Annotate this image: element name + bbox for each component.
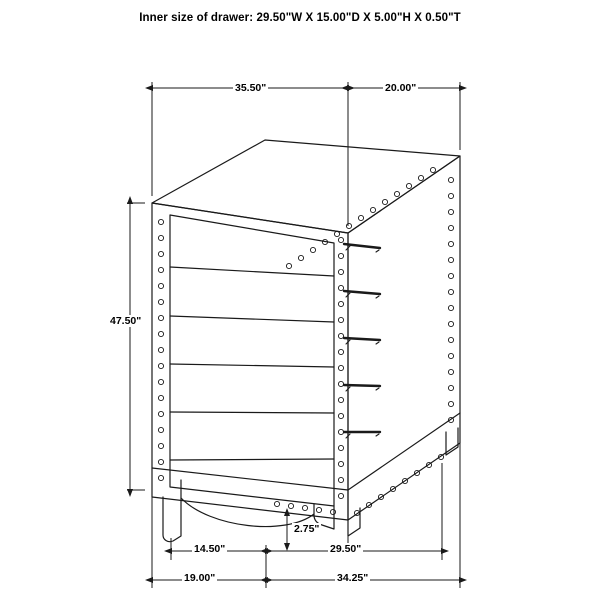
nailhead-trim-front-right — [338, 237, 343, 498]
drawer-divider-5 — [170, 459, 334, 460]
dimension-label-side-overall-depth: 19.00" — [184, 572, 216, 584]
dimension-label-side-base-depth: 14.50" — [194, 543, 226, 555]
front-inner-frame — [170, 215, 334, 506]
side-right-leg — [348, 508, 360, 536]
drawer-divider-2 — [170, 316, 334, 322]
drawer-divider-1 — [170, 267, 334, 276]
drawer-divider-3 — [170, 364, 334, 367]
nailhead-trim-side-right — [448, 177, 453, 422]
drawer-handle-2 — [344, 291, 380, 298]
drawer-handle-4 — [344, 385, 380, 391]
drawer-divider-4 — [170, 412, 334, 413]
dimension-label-front-base-width: 29.50" — [330, 543, 362, 555]
drawer-handle-1 — [344, 244, 380, 252]
page-title: Inner size of drawer: 29.50"W X 15.00"D X 5.00"H X 0.50"T — [139, 12, 461, 24]
drawer-handle-5 — [344, 432, 380, 438]
dimension-lines — [127, 82, 460, 588]
drawer-handle-3 — [344, 338, 380, 344]
nailhead-trim-front-left — [158, 219, 163, 480]
dimension-label-top-depth-side: 20.00" — [385, 82, 417, 94]
front-left-leg — [163, 480, 181, 542]
dimension-label-foot-clearance: 2.75" — [294, 523, 320, 535]
dimension-label-top-width-front: 35.50" — [235, 82, 267, 94]
front-face — [152, 203, 348, 520]
dimension-label-overall-height: 47.50" — [110, 315, 142, 327]
chest-outline — [152, 140, 460, 542]
dimension-label-front-overall-width: 34.25" — [337, 572, 369, 584]
nailhead-trim-side-top — [286, 167, 435, 268]
top-panel — [152, 140, 460, 233]
